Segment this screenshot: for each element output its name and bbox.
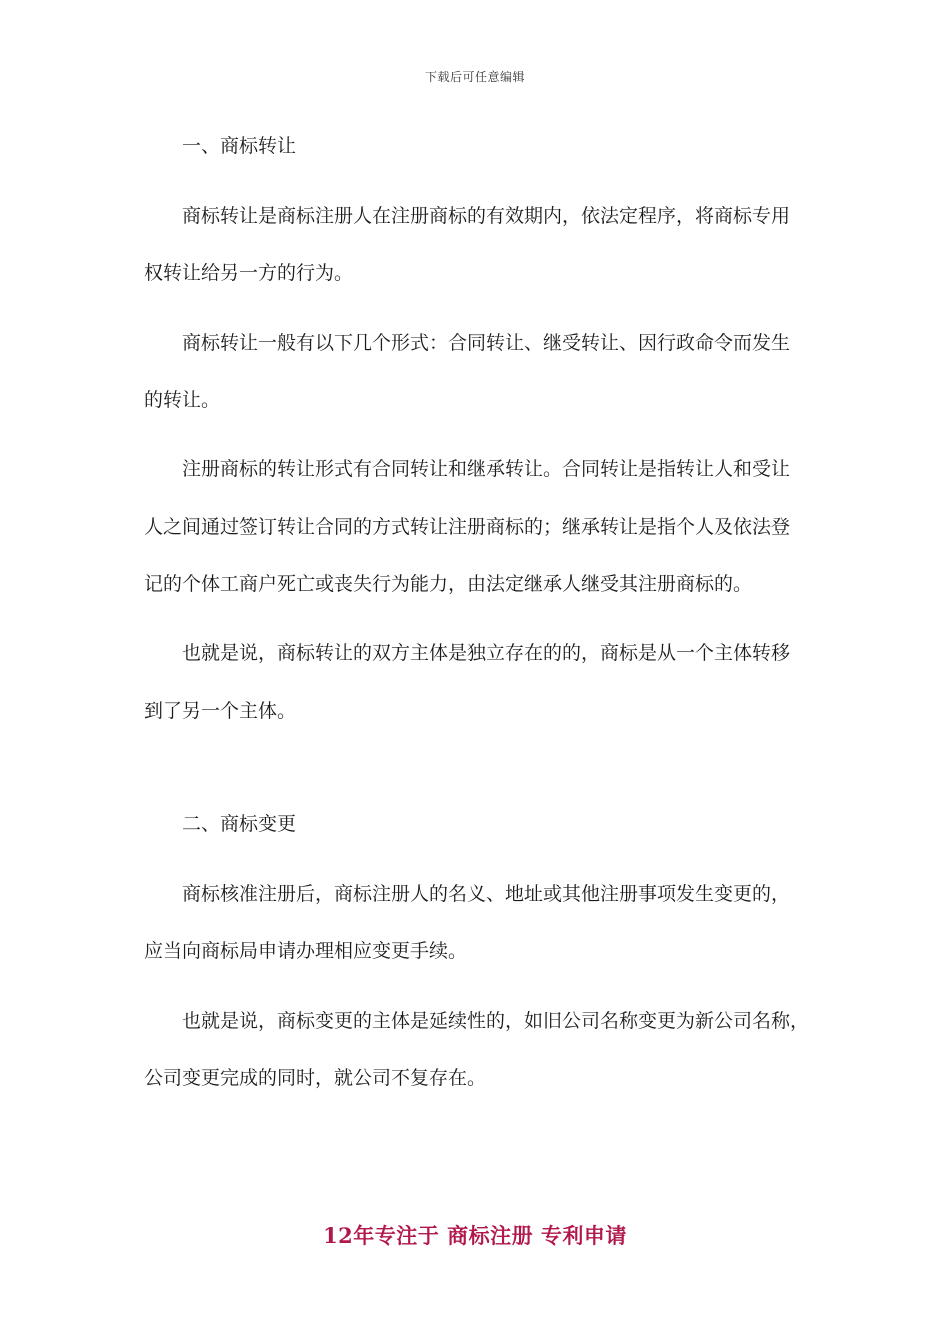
section1-paragraph3-line1: 注册商标的转让形式有合同转让和继承转让。合同转让是指转让人和受让	[182, 458, 791, 480]
section2-paragraph1-line1: 商标核准注册后，商标注册人的名义、地址或其他注册事项发生变更的，	[182, 883, 791, 905]
header-note: 下载后可任意编辑	[424, 70, 525, 84]
section2-paragraph2-line2: 公司变更完成的同时，就公司不复存在。	[144, 1067, 487, 1089]
section1-paragraph3-line2: 人之间通过签订转让合同的方式转让注册商标的；继承转让是指个人及依法登	[144, 516, 791, 538]
section1-paragraph2-line2: 的转让。	[144, 389, 221, 411]
footer-slogan: 12年专注于 商标注册 专利申请	[323, 1223, 627, 1248]
section2-paragraph2-line1: 也就是说，商标变更的主体是延续性的，如旧公司名称变更为新公司名称，	[182, 1010, 810, 1032]
section1-paragraph2-line1: 商标转让一般有以下几个形式：合同转让、继受转让、因行政命令而发生	[182, 332, 791, 354]
section1-paragraph4-line2: 到了另一个主体。	[144, 700, 297, 722]
section1-paragraph1-line2: 权转让给另一方的行为。	[144, 262, 354, 284]
section1-paragraph4-line1: 也就是说，商标转让的双方主体是独立存在的的，商标是从一个主体转移	[182, 642, 791, 664]
section1-heading: 一、商标转让	[182, 135, 297, 157]
section2-paragraph1-line2: 应当向商标局申请办理相应变更手续。	[144, 940, 468, 962]
section1-paragraph1-line1: 商标转让是商标注册人在注册商标的有效期内，依法定程序，将商标专用	[182, 205, 791, 227]
section2-heading: 二、商标变更	[182, 813, 297, 835]
section1-paragraph3-line3: 记的个体工商户死亡或丧失行为能力，由法定继承人继受其注册商标的。	[144, 573, 753, 595]
